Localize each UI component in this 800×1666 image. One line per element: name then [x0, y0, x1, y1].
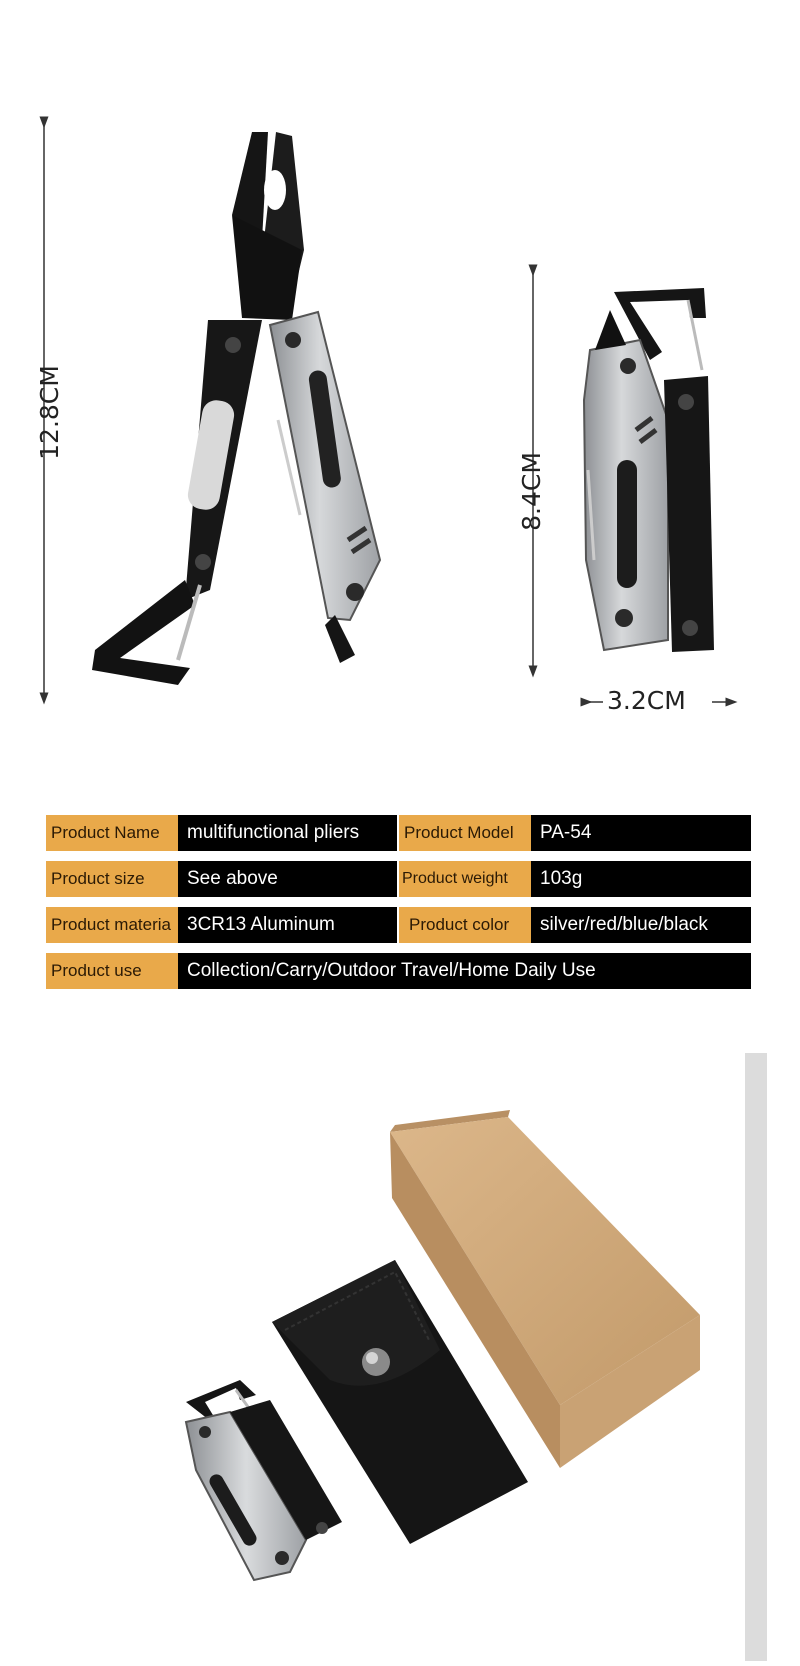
dimension-illustration — [0, 0, 800, 740]
spec-value: Collection/Carry/Outdoor Travel/Home Daily Use — [178, 953, 751, 989]
closed-width-label: 3.2CM — [607, 686, 686, 715]
spec-row — [46, 953, 751, 989]
package-photo — [0, 1050, 800, 1661]
spec-label: Product color — [399, 907, 531, 943]
spec-value: multifunctional pliers — [178, 815, 397, 851]
spec-label: Product Model — [399, 815, 531, 851]
multitool-open-image — [92, 132, 380, 685]
multitool-closed-image — [584, 288, 714, 652]
spec-row — [46, 861, 751, 897]
spec-value: See above — [178, 861, 397, 897]
spec-value: 3CR13 Aluminum — [178, 907, 397, 943]
multitool-small-image — [186, 1380, 342, 1580]
spec-value: silver/red/blue/black — [531, 907, 751, 943]
spec-label: Product size — [46, 861, 178, 897]
spec-label: Product use — [46, 953, 178, 989]
spec-row — [46, 815, 751, 851]
spec-value: 103g — [531, 861, 751, 897]
spec-label: Product materia — [46, 907, 178, 943]
spec-value: PA-54 — [531, 815, 751, 851]
dimension-lines — [0, 0, 800, 740]
spec-label: Product Name — [46, 815, 178, 851]
closed-height-label: 8.4CM — [516, 452, 546, 531]
package-illustration — [0, 1050, 800, 1661]
open-height-label: 12.8CM — [34, 365, 64, 460]
spec-label: Product weight — [399, 861, 531, 897]
spec-row — [46, 907, 751, 943]
